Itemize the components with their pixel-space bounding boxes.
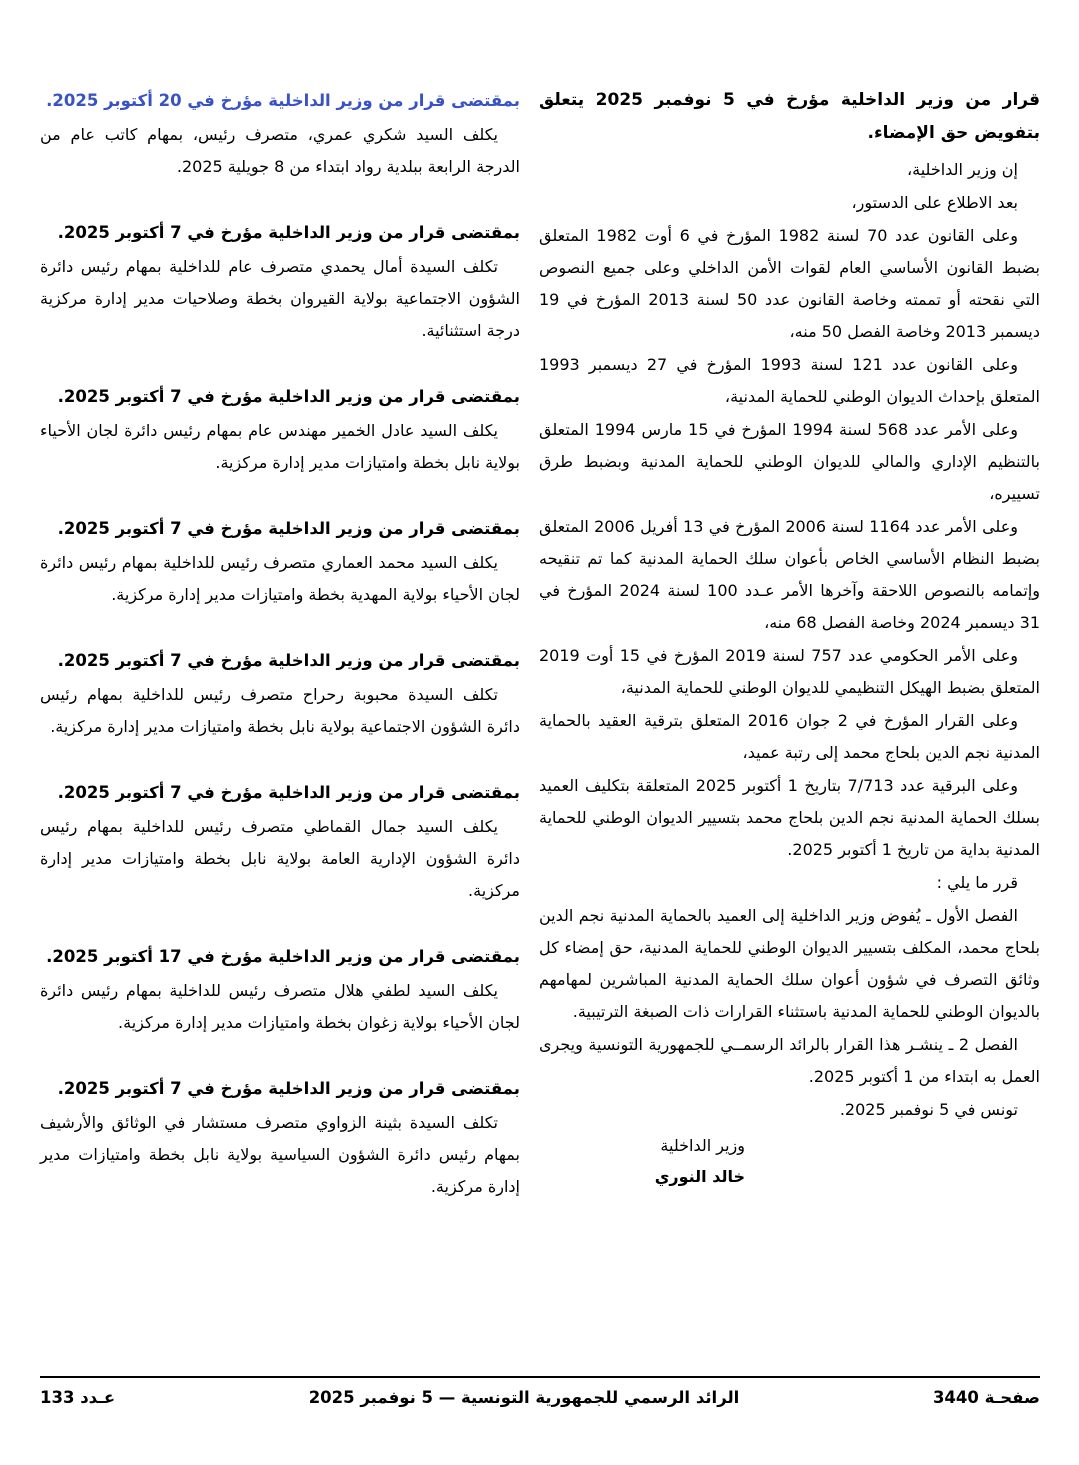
notice-body: يكلف السيد شكري عمري، متصرف رئيس، بمهام كاتب عام من الدرجة الرابعة ببلدية رواد ابتداء من 8 جويلية 2025. <box>40 125 520 176</box>
notice-body: يكلف السيد جمال القماطي متصرف رئيس للداخلية بمهام رئيس دائرة الشؤون الإدارية العامة بولاية نابل بخطة وامتيازات مدير إدارة مركزية. <box>40 817 520 900</box>
appointment-notice <box>40 84 520 183</box>
appointment-notice <box>40 644 520 743</box>
preamble-paragraph: وعلى الأمر عدد 1164 لسنة 2006 المؤرخ في 13 أفريل 2006 المتعلق بضبط النظام الأساسي الخاص بأعوان سلك الحماية المدنية كما تم تنقيحه وإتمامه بالنصوص اللاحقة وآخرها الأمر عـدد 100 لسنة 2024 المؤرخ في 31 ديسمبر 2024 وخاصة الفصل 68 منه، <box>539 517 1041 632</box>
place-date: تونس في 5 نوفمبر 2025. <box>839 1100 1018 1119</box>
footer-issue-number: عـدد 133 <box>40 1388 116 1407</box>
appointment-notice <box>40 940 520 1039</box>
notice-body: تكلف السيدة أمال يحمدي متصرف عام للداخلية بمهام رئيس دائرة الشؤون الاجتماعية بولاية القيروان بخطة وصلاحيات مدير إدارة مركزية درجة استثنائية. <box>40 257 520 340</box>
decree-section <box>539 84 1040 1192</box>
preamble-paragraph: وعلى القانون عدد 70 لسنة 1982 المؤرخ في 6 أوت 1982 المتعلق بضبط القانون الأساسي العام لقوات الأمن الداخلي وعلى جميع النصوص التي نقحته أو تممته وخاصة القانون عدد 50 لسنة 2013 المؤرخ في 19 ديسمبر 2013 وخاصة الفصل 50 منه، <box>539 226 1040 341</box>
notice-heading: بمقتضى قرار من وزير الداخلية مؤرخ في 20 أكتوبر 2025. <box>46 91 520 110</box>
footer-journal-title: الرائد الرسمي للجمهورية التونسية — 5 نوفمبر 2025 <box>308 1388 740 1407</box>
preamble-paragraph: بعد الاطلاع على الدستور، <box>851 193 1018 212</box>
notice-heading: بمقتضى قرار من وزير الداخلية مؤرخ في 7 أكتوبر 2025. <box>57 223 520 242</box>
signature-title: وزير الداخلية <box>660 1136 745 1155</box>
notice-heading: بمقتضى قرار من وزير الداخلية مؤرخ في 7 أكتوبر 2025. <box>57 1079 520 1098</box>
preamble-paragraph: وعلى القانون عدد 121 لسنة 1993 المؤرخ في 27 ديسمبر 1993 المتعلق بإحداث الديوان الوطني للحماية المدنية، <box>539 355 1040 406</box>
preamble-paragraph: إن وزير الداخلية، <box>906 160 1018 179</box>
appointment-notice <box>40 776 520 907</box>
signature-block <box>655 1130 745 1192</box>
notice-heading: بمقتضى قرار من وزير الداخلية مؤرخ في 7 أكتوبر 2025. <box>57 651 520 670</box>
signature-name: خالد النوري <box>654 1167 745 1186</box>
preamble-paragraph: وعلى البرقية عدد 7/713 بتاريخ 1 أكتوبر 2025 المتعلقة بتكليف العميد بسلك الحماية المدنية نجم الدين بلحاج محمد بتسيير الديوان الوطني للحماية المدنية بداية من تاريخ 1 أكتوبر 2025. <box>539 776 1040 859</box>
notice-heading: بمقتضى قرار من وزير الداخلية مؤرخ في 7 أكتوبر 2025. <box>57 783 520 802</box>
preamble-paragraph: وعلى القرار المؤرخ في 2 جوان 2016 المتعلق بترقية العقيد بالحماية المدنية نجم الدين بلحاج محمد إلى رتبة عميد، <box>539 711 1040 762</box>
appointment-notice <box>40 380 520 479</box>
decision-intro: قرر ما يلي : <box>936 873 1018 892</box>
article-1: الفصل الأول ـ يُفوض وزير الداخلية إلى العميد بالحماية المدنية نجم الدين بلحاج محمد، المكلف بتسيير الديوان الوطني للحماية المدنية، حق إمضاء كل وثائق التصرف في شؤون أعوان سلك الحماية المدنية المباشرين لمهامهم بالديوان الوطني للحماية المدنية باستثناء القرارات ذات الصبغة الترتيبية. <box>539 906 1040 1021</box>
notice-heading: بمقتضى قرار من وزير الداخلية مؤرخ في 7 أكتوبر 2025. <box>57 519 520 538</box>
notice-body: يكلف السيد محمد العماري متصرف رئيس للداخلية بمهام رئيس دائرة لجان الأحياء بولاية المهدية بخطة وامتيازات مدير إدارة مركزية. <box>40 553 520 604</box>
appointment-notice <box>40 216 520 347</box>
appointment-notice <box>40 1072 520 1203</box>
appointments-section <box>40 84 520 1204</box>
notice-heading: بمقتضى قرار من وزير الداخلية مؤرخ في 7 أكتوبر 2025. <box>57 387 520 406</box>
notice-body: يكلف السيد لطفي هلال متصرف رئيس للداخلية بمهام رئيس دائرة لجان الأحياء بولاية زغوان بخطة وامتيازات مدير إدارة مركزية. <box>40 981 520 1032</box>
preamble-paragraph: وعلى الأمر الحكومي عدد 757 لسنة 2019 المؤرخ في 15 أوت 2019 المتعلق بضبط الهيكل التنظيمي للديوان الوطني للحماية المدنية، <box>539 646 1040 697</box>
appointment-notice <box>40 512 520 611</box>
notice-body: تكلف السيدة محبوبة رحراح متصرف رئيس للداخلية بمهام رئيس دائرة الشؤون الاجتماعية بولاية نابل بخطة وامتيازات مدير إدارة مركزية. <box>40 685 520 736</box>
notice-heading: بمقتضى قرار من وزير الداخلية مؤرخ في 17 أكتوبر 2025. <box>46 947 520 966</box>
content-columns <box>40 84 1040 1376</box>
notice-body: تكلف السيدة بثينة الزواوي متصرف مستشار في الوثائق والأرشيف بمهام رئيس دائرة الشؤون السياسية بولاية نابل بخطة وامتيازات مدير إدارة مركزية. <box>40 1113 520 1196</box>
preamble-paragraph: وعلى الأمر عدد 568 لسنة 1994 المؤرخ في 15 مارس 1994 المتعلق بالتنظيم الإداري والمالي للديوان الوطني للحماية المدنية وبضبط طرق تسييره، <box>539 420 1040 503</box>
footer-page-number: صفحـة 3440 <box>932 1388 1040 1407</box>
notice-body: يكلف السيد عادل الخمير مهندس عام بمهام رئيس دائرة لجان الأحياء بولاية نابل بخطة وامتيازات مدير إدارة مركزية. <box>40 421 520 472</box>
decree-title: قرار من وزير الداخلية مؤرخ في 5 نوفمبر 2025 يتعلق بتفويض حق الإمضاء. <box>539 90 1040 143</box>
article-2: الفصل 2 ـ ينشـر هذا القرار بالرائد الرسمــي للجمهورية التونسية ويجرى العمل به ابتداء من 1 أكتوبر 2025. <box>539 1035 1040 1086</box>
page-footer <box>40 1376 1040 1409</box>
